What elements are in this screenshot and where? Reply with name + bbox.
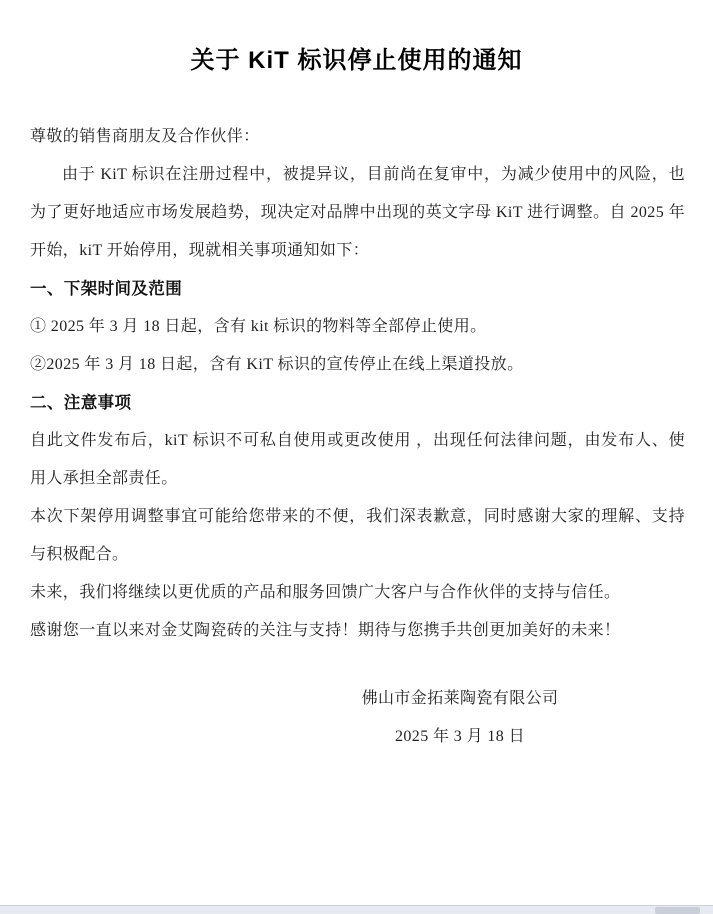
intro-paragraph: 由于 KiT 标识在注册过程中，被提异议，目前尚在复审中，为减少使用中的风险，也为了更好地适应市场发展趋势，现决定对品牌中出现的英文字母 KiT 进行调整。自 2025 年开始，kiT 开始停用，现就相关事项通知如下： bbox=[30, 166, 685, 259]
section1-heading: 一、下架时间及范围 bbox=[30, 280, 183, 298]
signature-block bbox=[290, 680, 630, 756]
notice-document-page bbox=[0, 46, 713, 914]
section2-paragraph-2: 本次下架停用调整事宜可能给您带来的不便，我们深表歉意，同时感谢大家的理解、支持与积极配合。 bbox=[30, 508, 685, 563]
horizontal-scrollbar[interactable] bbox=[0, 905, 713, 914]
greeting-line: 尊敬的销售商朋友及合作伙伴： bbox=[30, 128, 260, 145]
section2-paragraph-4: 感谢您一直以来对金艾陶瓷砖的关注与支持！期待与您携手共创更加美好的未来！ bbox=[30, 622, 621, 639]
signature-company: 佛山市金拓莱陶瓷有限公司 bbox=[361, 690, 559, 707]
signature-date: 2025 年 3 月 18 日 bbox=[395, 728, 525, 745]
scrollbar-thumb[interactable] bbox=[655, 907, 700, 914]
section2-heading: 二、注意事项 bbox=[30, 394, 132, 412]
section1-item-2: ②2025 年 3 月 18 日起，含有 KiT 标识的宣传停止在线上渠道投放。 bbox=[30, 356, 524, 373]
document-body bbox=[30, 118, 685, 756]
section2-paragraph-3: 未来，我们将继续以更优质的产品和服务回馈广大客户与合作伙伴的支持与信任。 bbox=[30, 584, 621, 601]
document-title: 关于 KiT 标识停止使用的通知 bbox=[190, 47, 523, 74]
section2-paragraph-1: 自此文件发布后，kiT 标识不可私自使用或更改使用 ，出现任何法律问题，由发布人、使用人承担全部责任。 bbox=[30, 432, 685, 487]
section1-item-1: ① 2025 年 3 月 18 日起，含有 kit 标识的物料等全部停止使用。 bbox=[30, 318, 487, 335]
